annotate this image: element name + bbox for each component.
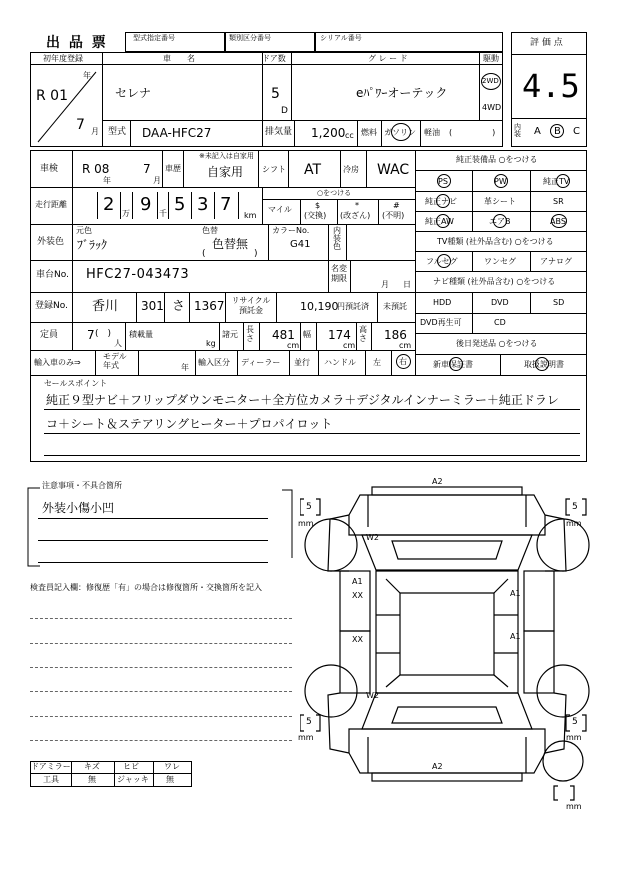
color-no-label: カラーNo. [272, 226, 310, 235]
first-reg-month-unit: 月 [91, 127, 99, 136]
color-original: ﾌﾞﾗｯｸ [77, 238, 108, 252]
equip-genuine-aw: 純正AW [425, 217, 454, 226]
handle-right: 右 [399, 357, 407, 366]
spare-tire [543, 741, 583, 781]
first-reg-year: R 01 [36, 88, 68, 104]
length: 481 [272, 328, 295, 342]
history: 自家用 [207, 165, 244, 179]
legend-r1: 工具 [43, 775, 59, 784]
equip-abs: ABS [550, 217, 566, 226]
mileage-dollar: $ [315, 201, 321, 210]
inspection-month-unit: 月 [153, 176, 161, 185]
tire-rear-right [537, 665, 589, 717]
length-cm: cm [287, 341, 300, 350]
color-no: G41 [290, 239, 311, 250]
rear-fender-left [328, 693, 349, 753]
damage-a2-front: A2 [432, 477, 443, 486]
interior-b: B [554, 126, 561, 137]
interior-color-label: 内装色 [333, 226, 341, 251]
rear-fender-right [545, 693, 566, 753]
damage-a1-front-right: A1 [510, 589, 521, 598]
handle-left: 左 [373, 358, 381, 367]
handle-label: ハンドル [324, 358, 356, 367]
rear-door-right [524, 631, 554, 693]
tire-front-right-mm: mm [566, 519, 582, 528]
front-door-right [524, 571, 554, 631]
equip-ps: PS [438, 177, 448, 186]
equip-pw: PW [494, 177, 507, 186]
equip-sr: SR [553, 197, 564, 206]
spare-tire-mm: mm [566, 802, 582, 811]
windshield [362, 535, 532, 570]
notes-bracket [26, 486, 296, 570]
model-label: 型式 [108, 127, 127, 137]
legend-h1: ドアミラー [31, 762, 71, 771]
page-title: 出 品 票 [46, 35, 108, 51]
header-serial-label: シリアル番号 [320, 34, 362, 42]
equip-genuine-navi: 純正ナビ [425, 197, 457, 206]
drive-4wd: 4WD [482, 103, 502, 112]
history-label: 車歴 [165, 164, 181, 173]
color-paren-open: ( [202, 249, 206, 259]
navi-type-label: ナビ種類 (社外品含む) ○をつける [433, 277, 556, 286]
inspection-year-unit: 年 [103, 176, 111, 185]
chassis-value: HFC27-043473 [86, 267, 190, 282]
displacement-label: 排気量 [265, 127, 293, 137]
equip-leather: 革シート [484, 197, 516, 206]
mileage-digit-5: 7 [220, 194, 232, 215]
mileage-mile: マイル [268, 205, 292, 214]
legend-h2: キズ [84, 762, 100, 771]
interior-c: C [573, 126, 580, 137]
capacity-person: 人 [114, 339, 122, 348]
mileage-label: 走行距離 [35, 200, 67, 209]
equip-airbag: エアB [489, 217, 511, 226]
sales-point-line2: コ＋シート＆ステアリングヒーター＋プロパイロット [46, 417, 333, 431]
grade-score-label: 評 価 点 [530, 38, 563, 48]
tv-analog: アナログ [540, 257, 572, 266]
name-change-day: 日 [403, 280, 411, 289]
mileage-digit-3: 5 [174, 194, 186, 215]
tv-oneseg: ワンセグ [484, 257, 516, 266]
interior-a: A [534, 126, 541, 137]
mileage-exchange: (交換) [304, 211, 327, 220]
registration-class: 301 [141, 299, 164, 313]
notes-label: 注意事項・不具合箇所 [42, 481, 122, 490]
color-original-label: 元色 [76, 226, 92, 235]
tire-rear-left-mm: mm [298, 733, 314, 742]
legend-r4: 無 [166, 775, 174, 784]
mileage-unknown: (不明) [382, 211, 405, 220]
damage-w2-rear: W2 [366, 691, 379, 700]
damage-a1-front-left: A1 [352, 577, 363, 586]
sales-point-line1: 純正９型ナビ＋フリップダウンモニター＋全方位カメラ＋デジタルインナーミラー＋純正ドラレ [46, 393, 559, 407]
first-reg-year-unit: 年 [83, 71, 91, 80]
capacity-value: 7 [87, 328, 95, 342]
first-reg-month: 7 [76, 117, 85, 133]
tire-front-left-mm: mm [298, 519, 314, 528]
fuel-label: 燃料 [361, 128, 377, 137]
mileage-digit-1: 2 [103, 194, 115, 215]
import-dealer: ディーラー [241, 358, 281, 367]
navi-cd: CD [494, 318, 506, 327]
recycle-amount: 10,190 [300, 300, 339, 313]
mileage-digit-4: 3 [197, 194, 209, 215]
rear-bumper [372, 773, 522, 781]
legend-r3: ジャッキ [117, 775, 149, 784]
later-manual: 取扱説明書 [524, 360, 564, 369]
legend-h3: ヒビ [123, 762, 139, 771]
import-type-label: 輸入区分 [198, 358, 230, 367]
car-name-label: 車 名 [163, 54, 195, 63]
equip-genuine-tv: 純正TV [543, 177, 570, 186]
damage-w2-front: W2 [366, 533, 379, 542]
model-year-unit: 年 [181, 363, 189, 372]
load-kg: kg [206, 339, 216, 348]
width-label: 幅 [303, 330, 311, 339]
drive-label: 駆動 [483, 54, 499, 63]
load-label: 積載量 [129, 330, 153, 339]
legend-r2: 無 [88, 775, 96, 784]
mileage-sen: 千 [159, 209, 167, 218]
drive-2wd: 2WD [482, 77, 499, 85]
registration-kana: さ [172, 299, 186, 314]
name-change-month: 月 [381, 280, 389, 289]
car-damage-diagram [300, 475, 600, 805]
dimension-label: 諸元 [222, 330, 238, 339]
front-hood-outline [349, 495, 545, 535]
registration-label: 登録No. [35, 301, 68, 311]
mileage-man: 万 [122, 209, 130, 218]
displacement-unit: cc [345, 131, 354, 140]
tire-rear-left-depth: 5 [306, 717, 312, 727]
shift-label: シフト [262, 165, 286, 174]
displacement: 1,200 [311, 126, 346, 140]
length-label: 長さ [246, 325, 254, 343]
height-label: 高さ [359, 325, 367, 343]
recycle-label: リサイクル預託金 [231, 296, 271, 315]
mileage-hash: # [393, 201, 400, 210]
height-cm: cm [399, 341, 412, 350]
inspection-month: 7 [143, 162, 151, 176]
tv-type-label: TV種類 (社外品含む) ○をつける [437, 237, 554, 246]
capacity-paren: ( ) [95, 329, 112, 339]
ac-label: 冷房 [343, 165, 359, 174]
sales-point-label: セールスポイント [44, 379, 108, 388]
trunk [349, 729, 545, 773]
chassis-label: 車台No. [36, 270, 69, 280]
fuel-gasoline: ガソリン [384, 128, 416, 137]
header-model-no-label: 型式指定番号 [133, 34, 175, 42]
ac: WAC [377, 162, 410, 178]
later-warranty: 新車保証書 [433, 360, 473, 369]
recycle-status: 円預託済 [337, 302, 369, 311]
recycle-unpaid: 未預託 [383, 302, 407, 311]
doors: 5 [271, 86, 280, 102]
capacity-label: 定員 [40, 330, 59, 340]
import-label: 輸入車のみ⇒ [34, 358, 81, 367]
car-name: セレナ [115, 86, 152, 100]
color-label: 外装色 [37, 237, 65, 247]
front-bumper [372, 487, 522, 495]
mileage-tampered: (改ざん) [340, 211, 371, 220]
legend-h4: ワレ [164, 762, 180, 771]
width-cm: cm [343, 341, 356, 350]
doors-label: ドア数 [262, 54, 286, 63]
mileage-km: km [244, 211, 257, 220]
inspection-label: 車検 [40, 164, 59, 174]
navi-dvd-play: DVD再生可 [420, 318, 462, 327]
damage-xx-rear-left: XX [352, 635, 363, 644]
registration-place: 香川 [92, 299, 119, 314]
genuine-equipment-label: 純正装備品 ○をつける [456, 155, 538, 164]
mileage-star: * [355, 201, 359, 210]
inspector-label: 検査員記入欄：修復歴「有」の場合は修復箇所・交換箇所を記入 [30, 583, 262, 592]
grade: eﾊﾟﾜｰオーテック [356, 86, 448, 100]
fuel-other-paren: ( ) [449, 128, 496, 137]
color-repaint: 色替無 [212, 237, 249, 251]
notes-text: 外装小傷小凹 [42, 501, 115, 515]
tire-rear-right-depth: 5 [572, 717, 578, 727]
width: 174 [328, 328, 351, 342]
tv-fullseg: フルセグ [426, 257, 458, 266]
tire-front-left-depth: 5 [306, 502, 312, 512]
navi-sd: SD [553, 298, 565, 307]
inspection-value: R 08 [82, 162, 110, 176]
first-reg-label: 初年度登録 [43, 54, 83, 63]
grade-label: グ レ ー ド [368, 54, 408, 63]
damage-a1-rear-right: A1 [510, 632, 521, 641]
registration-number: 1367 [194, 299, 225, 313]
navi-dvd: DVD [491, 298, 509, 307]
light-oil-label: 軽油 [424, 128, 440, 137]
grade-score-value: 4.5 [522, 67, 580, 105]
navi-hdd: HDD [433, 298, 452, 307]
interior-label: 内装 [514, 123, 521, 138]
damage-a2-rear: A2 [432, 762, 443, 771]
later-shipment-label: 後日発送品 ○をつける [456, 339, 538, 348]
header-class-no-label: 類別区分番号 [229, 34, 271, 42]
mileage-digit-2: 9 [140, 194, 152, 215]
model-year-label: モデル年式 [103, 352, 127, 370]
height: 186 [384, 328, 407, 342]
history-note: ※未記入は自家用 [199, 152, 254, 160]
color-repaint-label: 色替 [202, 226, 218, 235]
tire-rear-right-mm: mm [566, 733, 582, 742]
color-paren-close: ) [254, 249, 258, 259]
tire-front-right-depth: 5 [572, 502, 578, 512]
tire-rear-left [305, 665, 357, 717]
door-type: D [281, 106, 288, 116]
name-change-label: 名変期限 [331, 264, 347, 283]
shift: AT [304, 162, 322, 178]
mileage-circle-note: ○をつける [317, 189, 352, 197]
model: DAA-HFC27 [142, 126, 212, 140]
import-parallel: 並行 [294, 358, 310, 367]
damage-xx-front-left: XX [352, 591, 363, 600]
